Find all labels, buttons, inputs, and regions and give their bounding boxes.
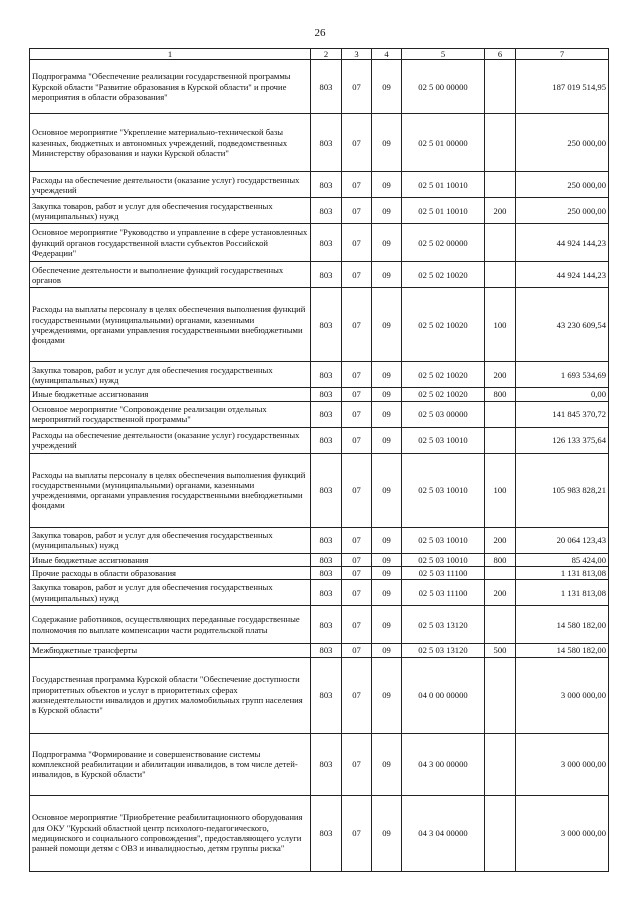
- row-subsection-cell: 09: [372, 262, 402, 288]
- row-subsection-cell: 09: [372, 527, 402, 553]
- row-amount-cell: 3 000 000,00: [516, 795, 609, 871]
- table-row: [30, 644, 609, 657]
- table-row: [30, 553, 609, 566]
- table-row: [30, 566, 609, 579]
- table-body: [30, 60, 609, 871]
- row-ministry-cell: 803: [311, 172, 342, 198]
- row-ministry-cell: 803: [311, 401, 342, 427]
- row-ministry-cell: 803: [311, 453, 342, 527]
- row-amount-cell: 14 580 182,00: [516, 606, 609, 644]
- row-amount-cell: 3 000 000,00: [516, 657, 609, 733]
- row-target-item-cell: 02 5 03 10010: [402, 527, 485, 553]
- row-expense-type-cell: 200: [485, 580, 516, 606]
- row-expense-type-cell: [485, 224, 516, 262]
- row-target-item-cell: 02 5 03 10010: [402, 427, 485, 453]
- row-expense-type-cell: [485, 606, 516, 644]
- row-name-cell: Закупка товаров, работ и услуг для обеспечения государственных (муниципальных) нужд: [30, 198, 311, 224]
- table-row: [30, 580, 609, 606]
- row-subsection-cell: 09: [372, 580, 402, 606]
- row-expense-type-cell: 200: [485, 362, 516, 388]
- row-name-cell: Расходы на выплаты персоналу в целях обеспечения выполнения функций государственными (муниципальными) органами, казенными учреждениями, органами управления государственными внебюджетными фондами: [30, 453, 311, 527]
- row-target-item-cell: 02 5 01 00000: [402, 114, 485, 172]
- row-subsection-cell: 09: [372, 401, 402, 427]
- row-amount-cell: 43 230 609,54: [516, 288, 609, 362]
- table-row: [30, 114, 609, 172]
- row-target-item-cell: 02 5 03 13120: [402, 644, 485, 657]
- row-target-item-cell: 02 5 03 13120: [402, 606, 485, 644]
- row-section-cell: 07: [342, 580, 372, 606]
- row-ministry-cell: 803: [311, 60, 342, 114]
- row-amount-cell: 126 133 375,64: [516, 427, 609, 453]
- row-subsection-cell: 09: [372, 553, 402, 566]
- row-section-cell: 07: [342, 606, 372, 644]
- row-expense-type-cell: 100: [485, 453, 516, 527]
- table-row: [30, 527, 609, 553]
- row-subsection-cell: 09: [372, 733, 402, 795]
- row-target-item-cell: 04 3 00 00000: [402, 733, 485, 795]
- row-target-item-cell: 02 5 02 10020: [402, 362, 485, 388]
- row-subsection-cell: 09: [372, 114, 402, 172]
- row-ministry-cell: 803: [311, 580, 342, 606]
- row-amount-cell: 0,00: [516, 388, 609, 401]
- row-name-cell: Государственная программа Курской области "Обеспечение доступности приоритетных объектов и услуг в приоритетных сферах жизнедеятельности инвалидов и других маломобильных групп населения в Курской области": [30, 657, 311, 733]
- row-amount-cell: 187 019 514,95: [516, 60, 609, 114]
- row-subsection-cell: 09: [372, 566, 402, 579]
- table-row: [30, 453, 609, 527]
- row-ministry-cell: 803: [311, 288, 342, 362]
- row-target-item-cell: 02 5 00 00000: [402, 60, 485, 114]
- row-amount-cell: 250 000,00: [516, 172, 609, 198]
- row-name-cell: Основное мероприятие "Укрепление материально-технической базы казенных, бюджетных и автономных учреждений, подведомственных Министерству образования и науки Курской области": [30, 114, 311, 172]
- page-number: 26: [314, 27, 326, 39]
- row-section-cell: 07: [342, 566, 372, 579]
- table-row: [30, 401, 609, 427]
- row-ministry-cell: 803: [311, 388, 342, 401]
- column-header-3: 3: [342, 49, 372, 60]
- row-section-cell: 07: [342, 553, 372, 566]
- row-section-cell: 07: [342, 733, 372, 795]
- column-header-7: 7: [516, 49, 609, 60]
- row-section-cell: 07: [342, 401, 372, 427]
- row-expense-type-cell: [485, 795, 516, 871]
- row-ministry-cell: 803: [311, 114, 342, 172]
- row-expense-type-cell: [485, 60, 516, 114]
- row-ministry-cell: 803: [311, 427, 342, 453]
- row-subsection-cell: 09: [372, 644, 402, 657]
- row-section-cell: 07: [342, 224, 372, 262]
- column-header-6: 6: [485, 49, 516, 60]
- row-subsection-cell: 09: [372, 427, 402, 453]
- row-amount-cell: 44 924 144,23: [516, 224, 609, 262]
- row-ministry-cell: 803: [311, 606, 342, 644]
- table-row: [30, 733, 609, 795]
- row-expense-type-cell: [485, 262, 516, 288]
- row-name-cell: Основное мероприятие "Сопровождение реализации отдельных мероприятий государственной программы": [30, 401, 311, 427]
- row-section-cell: 07: [342, 172, 372, 198]
- row-ministry-cell: 803: [311, 795, 342, 871]
- column-header-2: 2: [311, 49, 342, 60]
- row-section-cell: 07: [342, 362, 372, 388]
- row-section-cell: 07: [342, 527, 372, 553]
- row-amount-cell: 1 131 813,08: [516, 566, 609, 579]
- row-expense-type-cell: 800: [485, 553, 516, 566]
- row-expense-type-cell: [485, 114, 516, 172]
- row-name-cell: Подпрограмма "Обеспечение реализации государственной программы Курской области "Развитие образования в Курской области" и прочие мероприятия в области образования": [30, 60, 311, 114]
- row-target-item-cell: 04 0 00 00000: [402, 657, 485, 733]
- row-subsection-cell: 09: [372, 657, 402, 733]
- table-row: [30, 288, 609, 362]
- row-name-cell: Расходы на обеспечение деятельности (оказание услуг) государственных учреждений: [30, 172, 311, 198]
- row-expense-type-cell: [485, 733, 516, 795]
- row-subsection-cell: 09: [372, 224, 402, 262]
- row-amount-cell: 20 064 123,43: [516, 527, 609, 553]
- row-expense-type-cell: [485, 566, 516, 579]
- table-row: [30, 198, 609, 224]
- row-section-cell: 07: [342, 60, 372, 114]
- row-section-cell: 07: [342, 288, 372, 362]
- table-row: [30, 795, 609, 871]
- table-row: [30, 262, 609, 288]
- row-name-cell: Закупка товаров, работ и услуг для обеспечения государственных (муниципальных) нужд: [30, 527, 311, 553]
- row-target-item-cell: 02 5 03 11100: [402, 566, 485, 579]
- row-expense-type-cell: [485, 172, 516, 198]
- row-target-item-cell: 02 5 02 10020: [402, 388, 485, 401]
- row-name-cell: Расходы на обеспечение деятельности (оказание услуг) государственных учреждений: [30, 427, 311, 453]
- row-name-cell: Иные бюджетные ассигнования: [30, 388, 311, 401]
- row-name-cell: Содержание работников, осуществляющих переданные государственные полномочия по выплате компенсации части родительской платы: [30, 606, 311, 644]
- row-section-cell: 07: [342, 644, 372, 657]
- table-row: [30, 388, 609, 401]
- row-expense-type-cell: [485, 401, 516, 427]
- row-ministry-cell: 803: [311, 224, 342, 262]
- row-name-cell: Закупка товаров, работ и услуг для обеспечения государственных (муниципальных) нужд: [30, 362, 311, 388]
- row-ministry-cell: 803: [311, 733, 342, 795]
- row-amount-cell: 3 000 000,00: [516, 733, 609, 795]
- row-amount-cell: 141 845 370,72: [516, 401, 609, 427]
- row-subsection-cell: 09: [372, 388, 402, 401]
- row-target-item-cell: 02 5 01 10010: [402, 172, 485, 198]
- row-subsection-cell: 09: [372, 795, 402, 871]
- row-section-cell: 07: [342, 657, 372, 733]
- row-name-cell: Закупка товаров, работ и услуг для обеспечения государственных (муниципальных) нужд: [30, 580, 311, 606]
- table-row: [30, 362, 609, 388]
- row-subsection-cell: 09: [372, 288, 402, 362]
- row-target-item-cell: 02 5 01 10010: [402, 198, 485, 224]
- row-section-cell: 07: [342, 262, 372, 288]
- row-amount-cell: 14 580 182,00: [516, 644, 609, 657]
- row-amount-cell: 85 424,00: [516, 553, 609, 566]
- table-row: [30, 427, 609, 453]
- row-expense-type-cell: [485, 427, 516, 453]
- row-section-cell: 07: [342, 198, 372, 224]
- row-target-item-cell: 02 5 03 11100: [402, 580, 485, 606]
- row-target-item-cell: 02 5 03 00000: [402, 401, 485, 427]
- row-target-item-cell: 02 5 03 10010: [402, 553, 485, 566]
- row-name-cell: Основное мероприятие "Руководство и управление в сфере установленных функций органов государственной власти субъектов Российской Федерации": [30, 224, 311, 262]
- row-amount-cell: 44 924 144,23: [516, 262, 609, 288]
- table-row: [30, 60, 609, 114]
- row-target-item-cell: 02 5 02 10020: [402, 262, 485, 288]
- row-amount-cell: 105 983 828,21: [516, 453, 609, 527]
- row-ministry-cell: 803: [311, 198, 342, 224]
- row-name-cell: Иные бюджетные ассигнования: [30, 553, 311, 566]
- row-subsection-cell: 09: [372, 606, 402, 644]
- row-name-cell: Обеспечение деятельности и выполнение функций государственных органов: [30, 262, 311, 288]
- column-header-1: 1: [30, 49, 311, 60]
- row-name-cell: Прочие расходы в области образования: [30, 566, 311, 579]
- row-section-cell: 07: [342, 427, 372, 453]
- row-name-cell: Расходы на выплаты персоналу в целях обеспечения выполнения функций государственными (муниципальными) органами, казенными учреждениями, органами управления государственными внебюджетными фондами: [30, 288, 311, 362]
- table-row: [30, 172, 609, 198]
- row-expense-type-cell: 200: [485, 198, 516, 224]
- row-ministry-cell: 803: [311, 566, 342, 579]
- row-section-cell: 07: [342, 795, 372, 871]
- table-row: [30, 606, 609, 644]
- table-header-row: [30, 49, 609, 60]
- row-amount-cell: 1 693 534,69: [516, 362, 609, 388]
- row-ministry-cell: 803: [311, 657, 342, 733]
- row-section-cell: 07: [342, 388, 372, 401]
- row-expense-type-cell: 200: [485, 527, 516, 553]
- row-subsection-cell: 09: [372, 198, 402, 224]
- row-name-cell: Подпрограмма "Формирование и совершенствование системы комплексной реабилитации и абилитации инвалидов, в том числе детей-инвалидов, в Курской области": [30, 733, 311, 795]
- row-ministry-cell: 803: [311, 553, 342, 566]
- row-expense-type-cell: [485, 657, 516, 733]
- row-target-item-cell: 02 5 02 10020: [402, 288, 485, 362]
- column-header-4: 4: [372, 49, 402, 60]
- row-target-item-cell: 04 3 04 00000: [402, 795, 485, 871]
- row-name-cell: Межбюджетные трансферты: [30, 644, 311, 657]
- budget-table: [29, 48, 609, 872]
- row-target-item-cell: 02 5 03 10010: [402, 453, 485, 527]
- row-ministry-cell: 803: [311, 362, 342, 388]
- table-row: [30, 657, 609, 733]
- table-row: [30, 224, 609, 262]
- row-name-cell: Основное мероприятие "Приобретение реабилитационного оборудования для ОКУ "Курский областной центр психолого-педагогического, медицинского и социального сопровождения", предоставляющего услуги ранней помощи детям с ОВЗ и инвалидностью, детям группы риска": [30, 795, 311, 871]
- row-section-cell: 07: [342, 114, 372, 172]
- row-expense-type-cell: 800: [485, 388, 516, 401]
- row-section-cell: 07: [342, 453, 372, 527]
- row-subsection-cell: 09: [372, 172, 402, 198]
- row-ministry-cell: 803: [311, 527, 342, 553]
- row-amount-cell: 1 131 813,08: [516, 580, 609, 606]
- row-expense-type-cell: 500: [485, 644, 516, 657]
- row-ministry-cell: 803: [311, 262, 342, 288]
- row-amount-cell: 250 000,00: [516, 198, 609, 224]
- column-header-5: 5: [402, 49, 485, 60]
- row-expense-type-cell: 100: [485, 288, 516, 362]
- row-subsection-cell: 09: [372, 60, 402, 114]
- row-subsection-cell: 09: [372, 362, 402, 388]
- row-amount-cell: 250 000,00: [516, 114, 609, 172]
- row-target-item-cell: 02 5 02 00000: [402, 224, 485, 262]
- row-ministry-cell: 803: [311, 644, 342, 657]
- row-subsection-cell: 09: [372, 453, 402, 527]
